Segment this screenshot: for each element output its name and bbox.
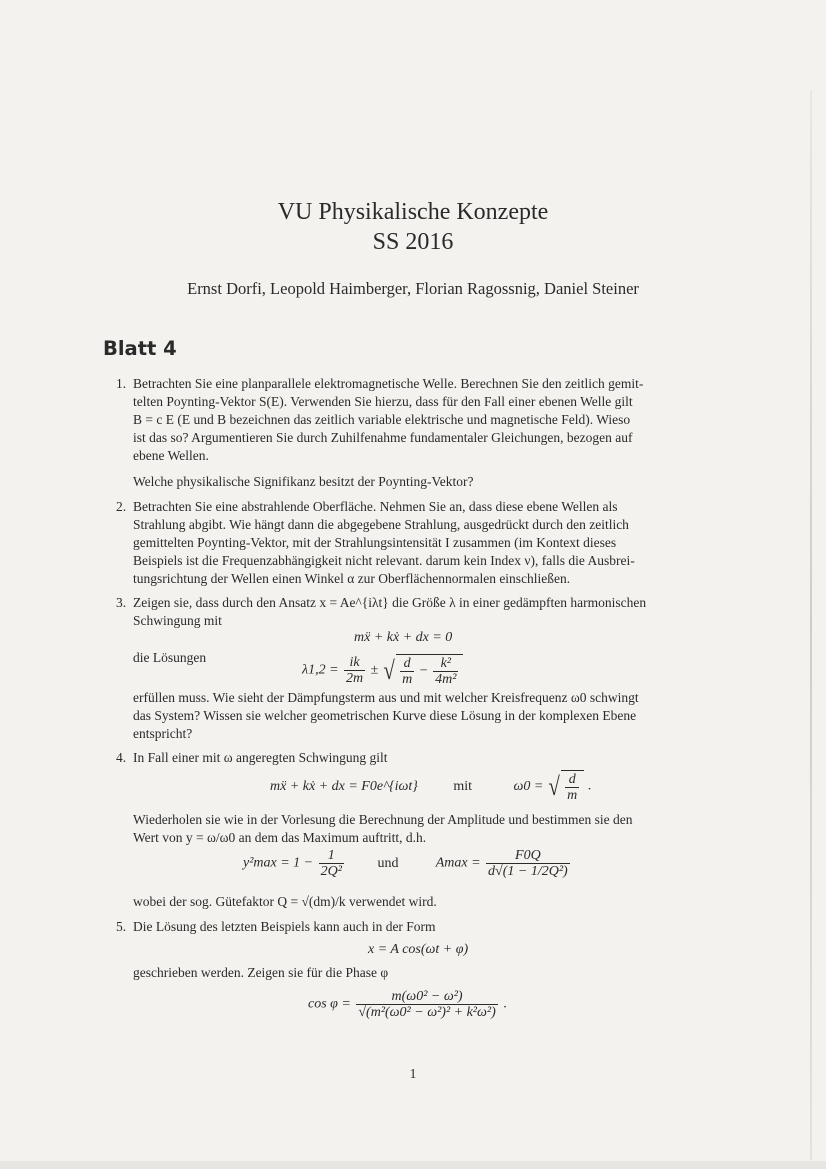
amax-label: Amax = [435,855,481,871]
sqrt-body [396,654,463,687]
problem-line: Strahlung abgibt. Wie hängt dann die abgegebene Strahlung, ausgedrückt durch den zeitlich [133,517,629,532]
authors: Ernst Dorfi, Leopold Haimberger, Florian Ragossnig, Daniel Steiner [187,279,639,298]
problem-line: die Lösungen [133,650,207,665]
equation-amplitude-max [243,848,572,879]
numerator: m(ω0² − ω²) [391,989,463,1004]
problem-number: 3. [116,595,127,610]
problem-line: Zeigen sie, dass durch den Ansatz x = Ae^{iλt} die Größe λ in einer gedämpften harmonischen [133,595,647,610]
problem-number: 4. [116,750,127,765]
equation-phase [308,989,507,1020]
numerator: F0Q [515,848,541,863]
numerator: 1 [327,848,335,863]
eq-lhs: λ1,2 = [302,662,339,678]
fraction [344,655,365,686]
problem-line: ist das so? Argumentieren Sie durch Zuhilfenahme fundamentaler Gleichungen, bezogen auf [133,430,633,445]
problem-line: Betrachten Sie eine planparallele elektromagnetische Welle. Berechnen Sie den zeitlich gemit- [133,376,644,391]
problem-line: Die Lösung des letzten Beispiels kann auch in der Form [133,919,436,934]
course-title: VU Physikalische Konzepte [277,199,549,225]
problem-line: B = c E (E und B bezeichnen das zeitlich variable elektrische und magnetische Feld). Wieso [133,412,631,427]
eq-lhs: cos φ = [308,996,351,1012]
denominator: d√(1 − 1/2Q²) [488,864,568,879]
problem-line: tungsrichtung der Wellen einen Winkel α zur Oberflächennormalen einschließen. [133,571,571,586]
fraction [565,772,579,803]
problem-line: Beispiels ist die Frequenzabhängigkeit nicht relevant. darum kein Index ν), falls die Ausbrei- [133,553,635,568]
equation-driven-oscillator [270,770,591,803]
omega-label: ω0 = [513,778,544,794]
problem-line: telten Poynting-Vektor S(E). Verwenden Sie hierzu, dass für den Fall einer ebenen Welle gilt [133,394,633,409]
problem-number: 5. [116,919,127,934]
numerator: k² [440,656,451,671]
fraction [486,848,570,879]
denominator: 2m [346,671,364,686]
sqrt-sign: √ [383,655,395,685]
problem-number: 2. [116,499,127,514]
fraction [319,848,344,879]
problem-line: geschrieben werden. Zeigen sie für die Phase φ [133,965,389,980]
problem-line: gemittelten Poynting-Vektor, mit der Strahlungsintensität I zusammen (im Kontext dieses [133,535,617,550]
denominator: m [402,672,413,687]
page-number: 1 [409,1066,417,1081]
numerator: ik [349,655,360,670]
problem-line: entspricht? [133,726,193,741]
denominator: 2Q² [320,864,342,879]
term-title: SS 2016 [372,229,454,255]
minus-sign: − [419,663,428,679]
ymax-expression: y²max = 1 − [243,855,314,871]
problem-line: ebene Wellen. [133,448,209,463]
und-word: und [377,855,399,871]
problem-line: wobei der sog. Gütefaktor Q = √(dm)/k verwendet wird. [133,894,437,909]
equation-cosine-form: x = A cos(ωt + φ) [368,942,469,957]
problem-line: Betrachten Sie eine abstrahlende Oberfläche. Nehmen Sie an, dass diese ebene Wellen als [133,499,618,514]
fraction [433,656,458,687]
problem-line: In Fall einer mit ω angeregten Schwingung gilt [133,750,388,765]
problem-line: Schwingung mit [133,613,222,628]
problem-line: das System? Wissen sie welcher geometrischen Kurve diese Lösung in der komplexen Ebene [133,708,637,723]
mit-word: mit [453,778,473,794]
problem-number: 1. [116,376,127,391]
sqrt-sign: √ [548,771,560,801]
problem-line: erfüllen muss. Wie sieht der Dämpfungsterm aus und mit welcher Kreisfrequenz ω0 schwingt [133,690,639,705]
denominator: √(m²(ω0² − ω²)² + k²ω²) [358,1005,496,1020]
equation-lambda-solutions [302,654,463,687]
problem-line: Wert von y = ω/ω0 an dem das Maximum auftritt, d.h. [133,830,427,845]
sqrt-body [561,770,584,803]
eq-lhs: mẍ + kẋ + dx = F0e^{iωt} [270,778,418,794]
problem-line: Welche physikalische Signifikanz besitzt der Poynting-Vektor? [133,474,474,489]
period: . [503,996,507,1012]
denominator: m [567,788,578,803]
fraction [400,656,414,687]
sheet-title: Blatt 4 [103,337,177,360]
numerator: d [403,656,411,671]
pm-sign: ± [370,662,379,678]
numerator: d [568,772,576,787]
fraction [356,989,497,1020]
period: . [587,778,592,794]
problem-line: Wiederholen sie wie in der Vorlesung die Berechnung der Amplitude und bestimmen sie den [133,812,633,827]
equation-damped-oscillator: mẍ + kẋ + dx = 0 [354,630,453,645]
denominator: 4m² [435,672,457,687]
scan-shadow [0,1161,826,1169]
